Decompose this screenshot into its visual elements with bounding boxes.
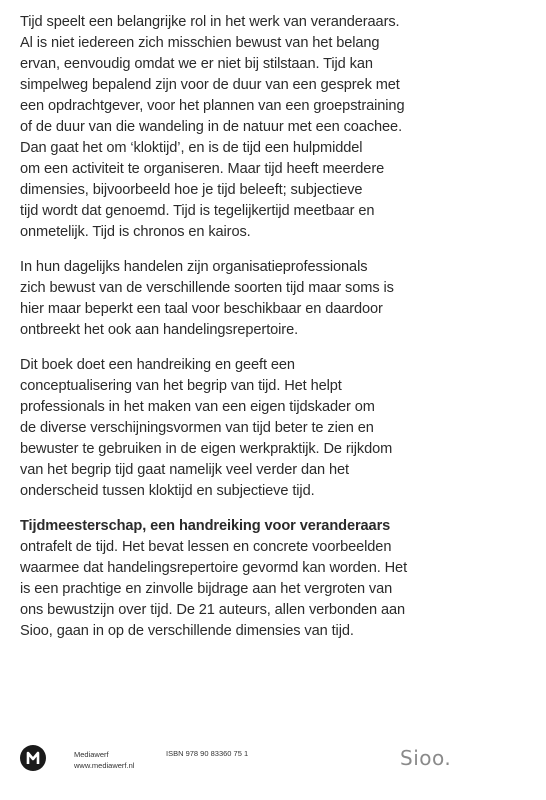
book-title: Tijdmeesterschap, een handreiking voor veranderaars — [20, 518, 391, 534]
sioo-logo: Sioo. — [400, 746, 452, 770]
text-line: Dan gaat het om ‘kloktijd’, en is de tijd een hulpmiddel — [20, 140, 363, 156]
paragraph-3 — [20, 355, 536, 502]
paragraph-2 — [20, 257, 536, 341]
text-line: Sioo, gaan in op de verschillende dimensies van tijd. — [20, 623, 354, 639]
text-line: professionals in het maken van een eigen tijdskader om — [20, 399, 375, 415]
text-line: om een activiteit te organiseren. Maar tijd heeft meerdere — [20, 161, 385, 177]
text-line: ontrafelt de tijd. Het bevat lessen en concrete voorbeelden — [20, 539, 392, 555]
text-line: In hun dagelijks handelen zijn organisatieprofessionals — [20, 259, 368, 275]
text-line: tijd wordt dat genoemd. Tijd is tegelijkertijd meetbaar en — [20, 203, 375, 219]
text-line: ervan, eenvoudig omdat we er niet bij stilstaan. Tijd kan — [20, 56, 373, 72]
text-line: waarmee dat handelingsrepertoire gevormd kan worden. Het — [20, 560, 408, 576]
text-line: onderscheid tussen kloktijd en subjectieve tijd. — [20, 483, 315, 499]
text-line: bewuster te gebruiken in de eigen werkpraktijk. De rijkdom — [20, 441, 393, 457]
text-line: dimensies, bijvoorbeeld hoe je tijd beleeft; subjectieve — [20, 182, 363, 198]
text-line: Al is niet iedereen zich misschien bewust van het belang — [20, 35, 380, 51]
text-line: onmetelijk. Tijd is chronos en kairos. — [20, 224, 251, 240]
isbn: ISBN 978 90 83360 75 1 — [166, 749, 249, 758]
text-line: ontbreekt het ook aan handelingsrepertoire. — [20, 322, 299, 338]
publisher-name: Mediawerf — [74, 750, 109, 759]
text-line: een opdrachtgever, voor het plannen van een groepstraining — [20, 98, 405, 114]
text-line: de diverse verschijningsvormen van tijd beter te zien en — [20, 420, 374, 436]
text-line: hier maar beperkt een taal voor beschikbaar en daardoor — [20, 301, 383, 317]
paragraph-1 — [20, 12, 536, 243]
mediawerf-logo-icon — [20, 745, 46, 771]
paragraph-4 — [20, 516, 536, 642]
footer — [0, 740, 546, 780]
text-line: ons bewustzijn over tijd. De 21 auteurs, allen verbonden aan — [20, 602, 406, 618]
text-line: simpelweg bepalend zijn voor de duur van een gesprek met — [20, 77, 400, 93]
publisher-url: www.mediawerf.nl — [74, 761, 135, 770]
text-line: is een prachtige en zinvolle bijdrage aan het vergroten van — [20, 581, 393, 597]
text-line: Dit boek doet een handreiking en geeft een — [20, 357, 295, 373]
publisher-info — [74, 749, 134, 771]
text-line: of de duur van die wandeling in de natuur met een coachee. — [20, 119, 403, 135]
text-line: Tijd speelt een belangrijke rol in het werk van veranderaars. — [20, 14, 400, 30]
back-cover-text — [20, 12, 536, 656]
text-line: conceptualisering van het begrip van tijd. Het helpt — [20, 378, 342, 394]
text-line: zich bewust van de verschillende soorten tijd maar soms is — [20, 280, 394, 296]
text-line: van het begrip tijd gaat namelijk veel verder dan het — [20, 462, 349, 478]
